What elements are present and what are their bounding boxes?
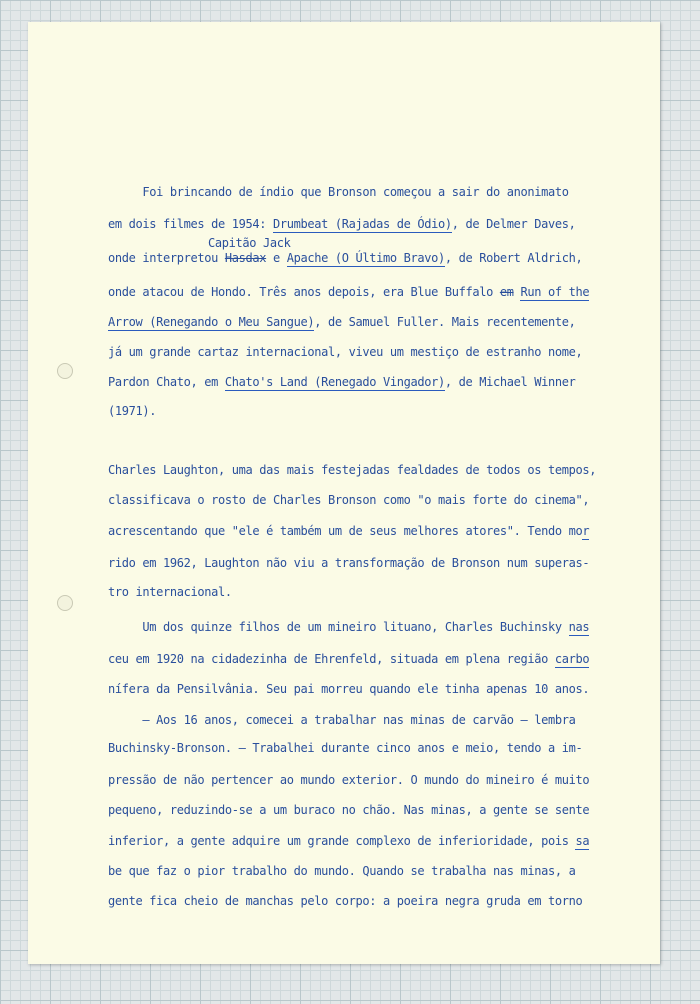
text-line <box>108 404 156 418</box>
text-line <box>108 834 589 848</box>
text: rido em 1962, Laughton não viu a transformação de Bronson num superas- <box>108 556 590 570</box>
text-line <box>108 803 589 817</box>
text-line <box>108 556 589 570</box>
text: classificava o rosto de Charles Bronson como "o mais forte do cinema", <box>108 493 590 507</box>
text: inferior, a gente adquire um grande complexo de inferioridade, pois <box>108 834 576 848</box>
binder-hole-icon <box>57 595 73 611</box>
struck-word: em <box>499 285 514 299</box>
text: já um grande cartaz internacional, viveu um mestiço de estranho nome, <box>108 345 583 359</box>
text: , de Michael Winner <box>444 375 576 389</box>
text-line <box>108 315 576 329</box>
text: Pardon Chato, em <box>108 375 225 389</box>
text: (1971). <box>108 404 157 418</box>
binder-hole-icon <box>57 363 73 379</box>
handwritten-insertion: Capitão Jack <box>208 236 291 250</box>
text-line <box>108 185 569 199</box>
text: e <box>266 251 287 265</box>
film-title: Drumbeat (Rajadas de Ódio) <box>273 217 452 231</box>
text-line <box>108 217 576 231</box>
text: , de Samuel Fuller. Mais recentemente, <box>314 315 576 329</box>
text-line <box>108 713 575 727</box>
text: nífera da Pensilvânia. Seu pai morreu quando ele tinha apenas 10 anos. <box>108 682 590 696</box>
text: pressão de não pertencer ao mundo exterior. O mundo do mineiro é muito <box>108 773 590 787</box>
text-line <box>108 463 596 477</box>
text-line <box>108 894 582 908</box>
text: — Aos 16 anos, comecei a trabalhar nas minas de carvão — lembra <box>108 713 576 727</box>
text: Charles Laughton, uma das mais festejadas fealdades de todos os tempos, <box>108 463 597 477</box>
struck-word: Hasdax <box>224 251 267 265</box>
text-line <box>108 773 589 787</box>
text-line <box>108 285 589 299</box>
text: tro internacional. <box>108 585 232 599</box>
text-line <box>108 251 582 265</box>
film-title: Arrow (Renegando o Meu Sangue) <box>108 315 315 329</box>
underlined-text: nas <box>568 620 590 634</box>
text: Buchinsky-Bronson. — Trabalhei durante cinco anos e meio, tendo a im- <box>108 741 583 755</box>
text-line <box>108 524 589 538</box>
underlined-text: sa <box>575 834 590 848</box>
text: , de Robert Aldrich, <box>444 251 583 265</box>
text-line <box>108 741 582 755</box>
text: gente fica cheio de manchas pelo corpo: a poeira negra gruda em torno <box>108 894 583 908</box>
text-line <box>108 620 589 634</box>
text-line <box>108 375 576 389</box>
film-title: Apache (O Último Bravo) <box>286 251 445 265</box>
text: onde interpretou <box>108 251 225 265</box>
text: onde atacou de Hondo. Três anos depois, era Blue Buffalo <box>108 285 500 299</box>
text: acrescentando que "ele é também um de seus melhores atores". Tendo mo <box>108 524 583 538</box>
text-line <box>108 345 582 359</box>
text-line <box>108 493 589 507</box>
text: , de Delmer Daves, <box>451 217 576 231</box>
text-line <box>108 652 589 666</box>
text: be que faz o pior trabalho do mundo. Quando se trabalha nas minas, a <box>108 864 576 878</box>
text-line <box>108 864 575 878</box>
text: pequeno, reduzindo-se a um buraco no chão. Nas minas, a gente se sente <box>108 803 590 817</box>
film-title: Run of the <box>520 285 590 299</box>
text: Foi brincando de índio que Bronson começou a sair do anonimato <box>108 185 569 199</box>
text-line <box>108 585 232 599</box>
underlined-text: r <box>582 524 590 538</box>
film-title: Chato's Land (Renegado Vingador) <box>224 375 445 389</box>
text-line <box>108 682 589 696</box>
text: Um dos quinze filhos de um mineiro lituano, Charles Buchinsky <box>108 620 569 634</box>
text: ceu em 1920 na cidadezinha de Ehrenfeld, situada em plena região <box>108 652 555 666</box>
underlined-text: carbo <box>554 652 590 666</box>
text: em dois filmes de 1954: <box>108 217 273 231</box>
